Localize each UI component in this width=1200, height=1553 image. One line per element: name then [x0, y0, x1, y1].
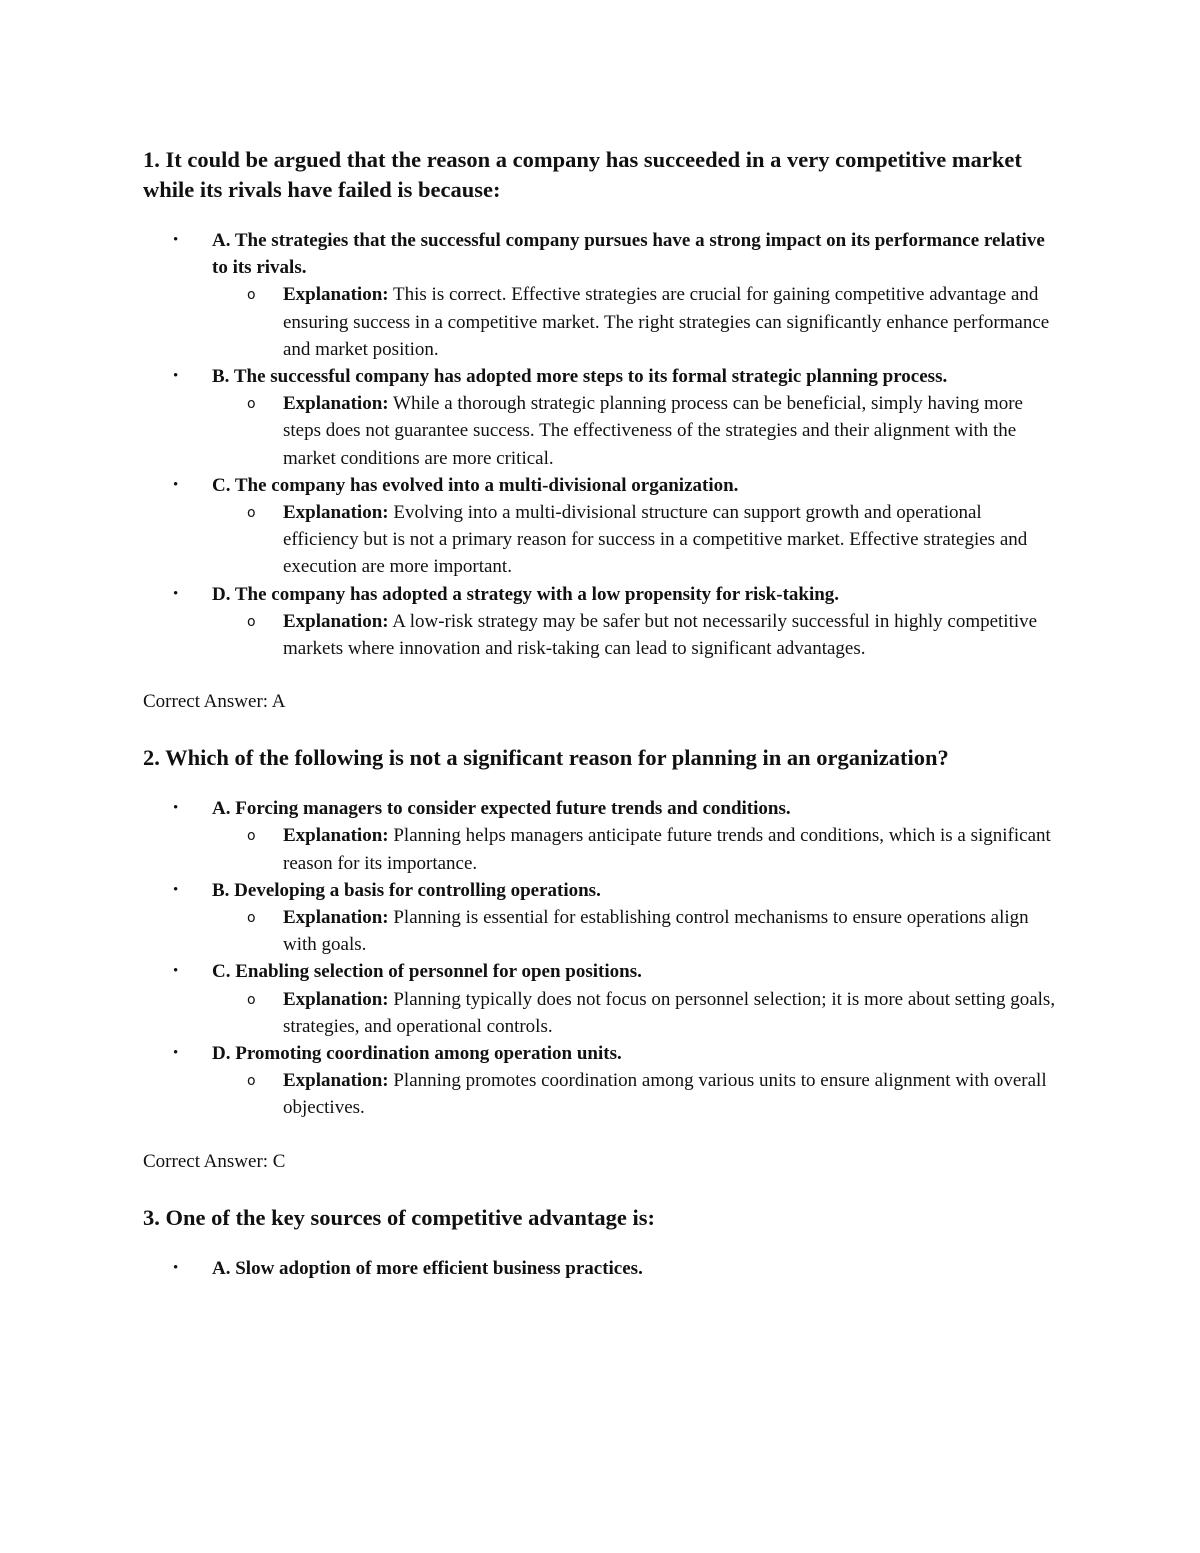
option-text: A. The strategies that the successful company pursues have a strong impact on its performance relative to its rivals.	[212, 230, 1045, 279]
option-item	[143, 363, 1058, 472]
explanation-item	[212, 499, 1058, 581]
explanation-label: Explanation:	[283, 825, 389, 847]
option-item	[143, 795, 1058, 877]
question-title: 1. It could be argued that the reason a company has succeeded in a very competitive market while its rivals have failed is because:	[143, 147, 1022, 202]
explanation-list	[212, 608, 1058, 662]
option-text: C. Enabling selection of personnel for open positions.	[212, 961, 642, 983]
option-item	[143, 958, 1058, 1040]
explanation-item	[212, 390, 1058, 472]
question-title: 3. One of the key sources of competitive advantage is:	[143, 1204, 656, 1230]
option-text: C. The company has evolved into a multi-divisional organization.	[212, 474, 739, 496]
explanation-item	[212, 986, 1058, 1040]
sub-bullet-icon: o	[247, 613, 256, 630]
option-text: B. Developing a basis for controlling operations.	[212, 879, 601, 901]
option-text: D. The company has adopted a strategy with a low propensity for risk-taking.	[212, 583, 840, 605]
explanation-list	[212, 390, 1058, 472]
question-3	[143, 1201, 1058, 1282]
option-text: A. Slow adoption of more efficient business practices.	[212, 1257, 643, 1279]
explanation-label: Explanation:	[283, 988, 389, 1010]
explanation-text: A low-risk strategy may be safer but not necessarily successful in highly competitive markets where innovation and risk-taking can lead to significant advantages.	[283, 610, 1038, 660]
explanation-list	[212, 904, 1058, 958]
question-1	[143, 143, 1058, 715]
option-item	[143, 1255, 1058, 1282]
question-2	[143, 741, 1058, 1174]
explanation-list	[212, 1067, 1058, 1121]
option-item	[143, 581, 1058, 663]
question-title: 2. Which of the following is not a significant reason for planning in an organization?	[143, 745, 949, 771]
bullet-icon: •	[173, 963, 179, 980]
option-item	[143, 472, 1058, 581]
option-item	[143, 1040, 1058, 1122]
sub-bullet-icon: o	[247, 991, 256, 1008]
document-page	[143, 143, 1058, 1300]
explanation-item	[212, 904, 1058, 958]
bullet-icon: •	[173, 1045, 179, 1062]
explanation-label: Explanation:	[283, 907, 389, 929]
option-list	[143, 795, 1058, 1121]
sub-bullet-icon: o	[247, 828, 256, 845]
option-text: B. The successful company has adopted more steps to its formal strategic planning process.	[212, 366, 948, 388]
explanation-label: Explanation:	[283, 610, 389, 632]
explanation-text: Planning is essential for establishing control mechanisms to ensure operations align with goals.	[283, 907, 1029, 956]
explanation-label: Explanation:	[283, 1070, 389, 1092]
explanation-item	[212, 281, 1058, 363]
bullet-icon: •	[173, 1259, 179, 1276]
explanation-item	[212, 1067, 1058, 1121]
explanation-text: Planning promotes coordination among various units to ensure alignment with overall objectives.	[283, 1070, 1047, 1119]
option-item	[143, 877, 1058, 959]
correct-answer: Correct Answer: C	[143, 1150, 286, 1172]
option-text: A. Forcing managers to consider expected future trends and conditions.	[212, 798, 791, 820]
bullet-icon: •	[173, 881, 179, 898]
explanation-label: Explanation:	[283, 284, 389, 306]
sub-bullet-icon: o	[247, 910, 256, 927]
explanation-item	[212, 822, 1058, 876]
sub-bullet-icon: o	[247, 1073, 256, 1090]
bullet-icon: •	[173, 232, 179, 248]
sub-bullet-icon: o	[247, 505, 256, 522]
bullet-icon: •	[173, 476, 179, 493]
option-item	[143, 227, 1058, 363]
bullet-icon: •	[173, 800, 179, 817]
bullet-icon: •	[173, 368, 179, 385]
explanation-list	[212, 822, 1058, 876]
explanation-list	[212, 499, 1058, 581]
correct-answer: Correct Answer: A	[143, 691, 286, 713]
sub-bullet-icon: o	[247, 396, 256, 413]
option-list	[143, 227, 1058, 662]
explanation-text: Evolving into a multi-divisional structure can support growth and operational efficiency but is not a primary reason for success in a competitive market. Effective strategies and execution are more important.	[283, 502, 1028, 578]
explanation-text: Planning helps managers anticipate future trends and conditions, which is a significant reason for its importance.	[283, 825, 1051, 874]
option-list	[143, 1255, 1058, 1282]
explanation-label: Explanation:	[283, 393, 389, 415]
bullet-icon: •	[173, 585, 179, 602]
explanation-item	[212, 608, 1058, 662]
sub-bullet-icon: o	[247, 287, 256, 304]
explanation-label: Explanation:	[283, 502, 389, 524]
explanation-text: While a thorough strategic planning process can be beneficial, simply having more steps does not guarantee success. The effectiveness of the strategies and their alignment with the market conditions are more critical.	[283, 393, 1023, 469]
option-text: D. Promoting coordination among operation units.	[212, 1043, 622, 1065]
explanation-list	[212, 986, 1058, 1040]
explanation-text: Planning typically does not focus on personnel selection; it is more about setting goals, strategies, and operational controls.	[283, 988, 1056, 1037]
explanation-text: This is correct. Effective strategies are crucial for gaining competitive advantage and ensuring success in a competitive market. The right strategies can significantly enhance performance and market position.	[283, 284, 1050, 360]
explanation-list	[212, 281, 1058, 363]
